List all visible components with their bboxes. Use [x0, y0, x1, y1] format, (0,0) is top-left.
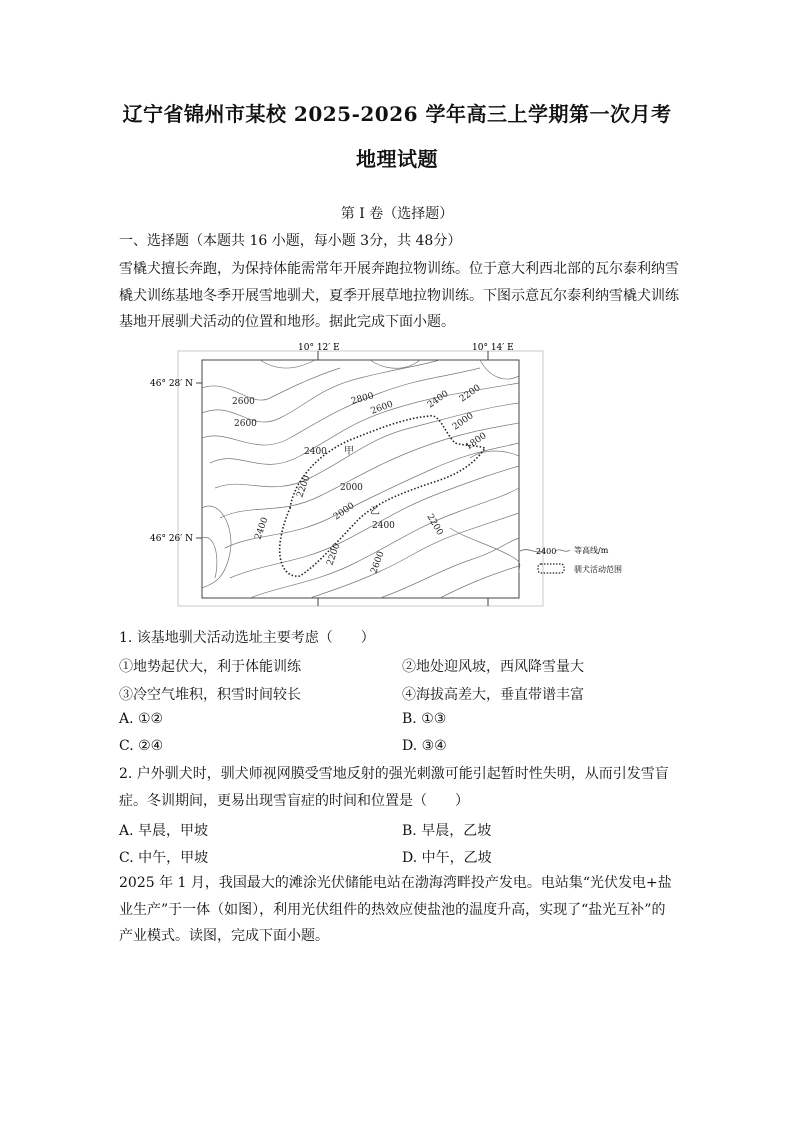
q1-option-a[interactable]: A. ①②	[119, 711, 164, 727]
question-1-stem: 1. 该基地驯犬活动选址主要考虑（ ）	[119, 630, 375, 646]
contour-label: 2600	[369, 550, 387, 576]
legend-area-text: 驯犬活动范围	[574, 565, 622, 574]
q1-option-c[interactable]: C. ②④	[119, 738, 164, 754]
legend-contour-value: 2400	[536, 547, 557, 556]
section-heading: 一、选择题（本题共 16 小题，每小题 3分，共 48分）	[119, 233, 462, 249]
contour-label: 2200	[295, 474, 313, 500]
map-outer-frame	[178, 351, 543, 606]
map-legend	[520, 545, 622, 574]
q2-option-c[interactable]: C. 中午，甲坡	[119, 850, 209, 866]
contour-label: 2600	[234, 419, 257, 429]
longitude-label-right: 10° 14′ E	[472, 343, 514, 353]
q2-option-a[interactable]: A. 早晨，甲坡	[119, 823, 209, 839]
contour-label: 2800	[350, 391, 375, 407]
contour-label: 2200	[325, 542, 343, 568]
q1-option-b[interactable]: B. ①③	[402, 711, 447, 727]
exam-subject-title: 地理试题	[356, 147, 438, 171]
q1-statement-4: ④海拔高差大，垂直带谱丰富	[402, 687, 584, 703]
intro-paragraph-2: 2025 年 1 月，我国最大的滩涂光伏储能电站在渤海湾畔投产发电。电站集“光伏发电+盐业生产”于一体（如图），利用光伏组件的热效应使盐池的温度升高，实现了“盐光互补”的产业模式。读图，完成下面小题。	[119, 875, 672, 944]
q1-statement-3: ③冷空气堆积，积雪时间较长	[119, 687, 301, 703]
contour-label: 2400	[372, 521, 395, 531]
q1-statement-1: ①地势起伏大，利于体能训练	[119, 659, 301, 675]
exam-title: 辽宁省锦州市某校 2025-2026 学年高三上学期第一次月考	[122, 102, 672, 126]
point-yi-label: 乙	[370, 506, 380, 517]
latitude-label-bottom: 46° 26′ N	[150, 534, 194, 544]
contour-label: 1800	[463, 431, 489, 453]
longitude-label-left: 10° 12′ E	[298, 343, 340, 353]
contour-label: 2400	[304, 447, 327, 457]
q1-statement-2: ②地处迎风坡，西风降雪量大	[402, 659, 584, 675]
latitude-label-top: 46° 28′ N	[150, 379, 194, 389]
contour-label: 2600	[232, 397, 255, 407]
contour-label: 2400	[425, 389, 451, 411]
contour-label: 2000	[450, 411, 476, 433]
q2-option-d[interactable]: D. 中午，乙坡	[402, 850, 492, 866]
legend-contour-text: 等高线/m	[574, 546, 609, 555]
intro-paragraph-1: 雪橇犬擅长奔跑，为保持体能需常年开展奔跑拉物训练。位于意大利西北部的瓦尔泰利纳雪橇犬训练基地冬季开展雪地驯犬，夏季开展草地拉物训练。下图示意瓦尔泰利纳雪橇犬训练基地开展驯犬活动的位置和地形。据此完成下面小题。	[119, 261, 679, 330]
contour-label: 2000	[331, 501, 357, 523]
legend-area-symbol	[538, 564, 564, 573]
point-jia-label: 甲	[344, 446, 354, 457]
contour-label: 2000	[340, 483, 363, 493]
contour-label: 2200	[424, 512, 445, 538]
question-2-stem: 2. 户外驯犬时，驯犬师视网膜受雪地反射的强光刺激可能引起暂时性失明，从而引发雪盲症。冬训期间，更易出现雪盲症的时间和位置是（ ）	[119, 766, 669, 809]
q1-option-d[interactable]: D. ③④	[402, 738, 447, 754]
contour-label: 2400	[253, 516, 271, 542]
volume-heading: 第 I 卷（选择题）	[340, 206, 454, 222]
contour-label: 2200	[457, 383, 483, 405]
q2-option-b[interactable]: B. 早晨，乙坡	[402, 823, 492, 839]
contour-label: 2600	[369, 399, 395, 417]
contour-map-figure	[140, 338, 660, 610]
